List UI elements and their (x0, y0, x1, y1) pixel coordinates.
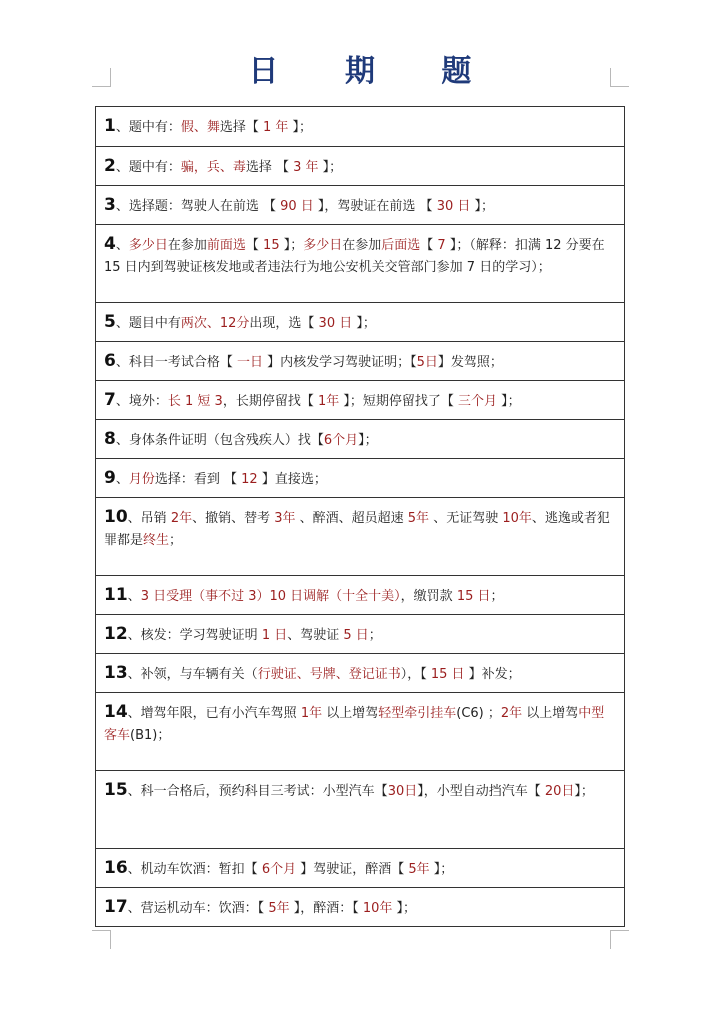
row-number: 11 (104, 585, 128, 605)
row-number: 3 (104, 195, 116, 215)
row-highlight: 6个月 (261, 862, 297, 877)
row-highlight: 月份 (128, 472, 155, 487)
row-highlight: 10年 (502, 511, 532, 526)
row-text: (C6) ； (456, 706, 501, 721)
row-text: 、驾驶证 (287, 628, 344, 643)
row-text: 【 (245, 238, 264, 253)
table-row (96, 146, 624, 185)
row-text: 】； (358, 433, 378, 448)
row-number: 14 (104, 702, 128, 722)
row-text: 】直接选； (257, 472, 327, 487)
row-highlight: 30日 (387, 784, 418, 799)
row-highlight: 30 日 (436, 199, 471, 214)
row-highlight: 终生 (143, 533, 170, 548)
table-row (96, 419, 624, 458)
row-text: ； (169, 533, 183, 548)
row-text: 、科一合格后，预约科目三考试：小型汽车【 (127, 784, 388, 799)
row-highlight: 12 (241, 472, 258, 487)
row-highlight: 5日 (416, 355, 438, 370)
row-highlight: 30 日 (318, 316, 353, 331)
row-highlight: 轻型牵引挂车 (378, 706, 457, 721)
row-text: 、 (115, 472, 129, 487)
row-highlight: 后面选 (381, 238, 421, 253)
row-text: 】； (429, 862, 454, 877)
row-highlight: 前面选 (206, 238, 246, 253)
row-text: 、科目一考试合格【 (115, 355, 237, 370)
row-text: 】； (318, 160, 343, 175)
page-corner-mark-bottom-right (610, 930, 629, 949)
row-highlight: 7 (437, 238, 446, 253)
row-number: 13 (104, 663, 128, 683)
row-text: 】，醉酒：【 (289, 901, 363, 916)
row-highlight: 1 日 (261, 628, 288, 643)
row-number: 16 (104, 858, 128, 878)
row-text: 、核发：学习驾驶证明 (127, 628, 262, 643)
row-text: 】； (497, 394, 521, 409)
row-highlight: 15 日 (456, 589, 491, 604)
table-row (96, 692, 624, 770)
row-number: 15 (104, 780, 128, 800)
row-text: 、题中有： (115, 120, 181, 135)
row-text: 、逃逸或者犯罪都是 (104, 511, 610, 548)
row-highlight: 3 日受理（事不过 3）10 日调解（十全十美） (140, 589, 401, 604)
row-text: 在参加 (167, 238, 207, 253)
row-text: 】补发； (464, 667, 521, 682)
row-text: 】； (279, 238, 304, 253)
table-row (96, 614, 624, 653)
row-number: 9 (104, 468, 116, 488)
row-number: 2 (104, 156, 116, 176)
row-text: 解释：扣满 12 分要在 15 日内到驾驶证核发地或者违法行为地公安机关交管部门参加 7 日的学习）； (104, 238, 605, 275)
table-row (96, 653, 624, 692)
row-text: 、吊销 (127, 511, 171, 526)
row-text: ； (368, 628, 382, 643)
table-row (96, 107, 624, 146)
row-text: 、无证驾驶 (429, 511, 503, 526)
row-text: 】，驾驶证在前选 【 (313, 199, 437, 214)
row-number: 17 (104, 897, 128, 917)
row-highlight: 2年 (170, 511, 193, 526)
row-highlight: 15 日 (430, 667, 465, 682)
table-row (96, 575, 624, 614)
row-text: 】； (470, 199, 495, 214)
row-text: 】驾驶证，醉酒【 (296, 862, 409, 877)
page-title: 日 期 题 (248, 54, 500, 89)
row-text: 、机动车饮酒：暂扣【 (127, 862, 262, 877)
row-text: 】； (392, 901, 417, 916)
row-highlight: 5 日 (343, 628, 369, 643)
row-text: ； (490, 589, 504, 604)
rules-table (95, 106, 625, 927)
row-text: 、增驾年限，已有小汽车驾照 (127, 706, 301, 721)
row-text: 以上增驾 (522, 706, 579, 721)
row-highlight: 5年 (408, 862, 430, 877)
row-highlight: 90 日 (280, 199, 314, 214)
row-highlight: 5年 (268, 901, 290, 916)
table-row (96, 458, 624, 497)
row-text: 、醉酒、超员超速 (295, 511, 408, 526)
row-highlight: 10年 (362, 901, 393, 916)
row-text: 、境外： (115, 394, 168, 409)
row-highlight: 多少日 (303, 238, 343, 253)
row-text: 、身体条件证明（包含残疾人）找【 (115, 433, 324, 448)
row-text: 、营运机动车：饮酒：【 (127, 901, 269, 916)
row-text: 】； (574, 784, 594, 799)
row-highlight: 中型客车 (104, 706, 605, 743)
row-text: 、题目中有 (115, 316, 181, 331)
table-row (96, 185, 624, 224)
row-number: 7 (104, 390, 116, 410)
table-row (96, 224, 624, 302)
row-highlight: 2年 (500, 706, 523, 721)
table-row (96, 497, 624, 575)
row-highlight: 骗，兵、毒 (180, 160, 246, 175)
row-text: 、选择题：驾驶人在前选 【 (115, 199, 281, 214)
row-highlight: 15 (263, 238, 280, 253)
row-highlight: 假、舞 (180, 120, 220, 135)
row-text: ），【 (400, 667, 431, 682)
row-highlight: 三个月 (458, 394, 498, 409)
row-number: 8 (104, 429, 116, 449)
row-highlight: 5年 (407, 511, 430, 526)
row-number: 4 (104, 234, 116, 254)
table-row (96, 380, 624, 419)
row-text: 在参加 (342, 238, 382, 253)
table-row (96, 887, 624, 926)
table-row (96, 848, 624, 887)
row-text: 选择：看到 【 (154, 472, 242, 487)
row-highlight: 两次、12分 (180, 316, 250, 331)
row-text: 】；（ (445, 238, 476, 253)
table-row (96, 770, 624, 848)
row-number: 10 (104, 507, 128, 527)
row-text: ，长期停留找【 (222, 394, 318, 409)
row-highlight: 长 1 短 3 (167, 394, 223, 409)
page-corner-mark-bottom-left (92, 930, 111, 949)
row-highlight: 一日 (236, 355, 263, 370)
row-highlight: 1 年 (263, 120, 289, 135)
row-text: 】发驾照； (437, 355, 503, 370)
row-text: 选择 【 (245, 160, 294, 175)
row-text: 】；短期停留找了【 (339, 394, 458, 409)
row-number: 5 (104, 312, 116, 332)
row-text: 】； (352, 316, 376, 331)
row-text: 以上增驾 (322, 706, 379, 721)
row-text: 】； (288, 120, 313, 135)
row-text: 选择【 (219, 120, 264, 135)
table-row (96, 341, 624, 380)
row-highlight: 1年 (317, 394, 340, 409)
row-text: 、题中有： (115, 160, 181, 175)
row-text: ，缴罚款 (400, 589, 457, 604)
row-number: 1 (104, 116, 116, 136)
row-highlight: 20日 (544, 784, 575, 799)
row-number: 6 (104, 351, 116, 371)
row-text: (B1)； (130, 728, 171, 743)
row-highlight: 多少日 (128, 238, 168, 253)
row-text: 】，小型自动挡汽车【 (417, 784, 545, 799)
row-text: 、 (115, 238, 129, 253)
row-highlight: 行驶证、号牌、登记证书 (257, 667, 401, 682)
row-number: 12 (104, 624, 128, 644)
row-text: 、 (127, 589, 141, 604)
row-text: 、补领，与车辆有关（ (127, 667, 258, 682)
row-highlight: 3年 (274, 511, 296, 526)
table-row (96, 302, 624, 341)
row-text: 出现，选【 (249, 316, 319, 331)
row-highlight: 6个月 (323, 433, 359, 448)
row-text: 【 (420, 238, 438, 253)
row-text: 、撤销、替考 (192, 511, 275, 526)
row-highlight: 3 年 (293, 160, 319, 175)
row-highlight: 1年 (300, 706, 323, 721)
row-text: 】内核发学习驾驶证明；【 (263, 355, 417, 370)
